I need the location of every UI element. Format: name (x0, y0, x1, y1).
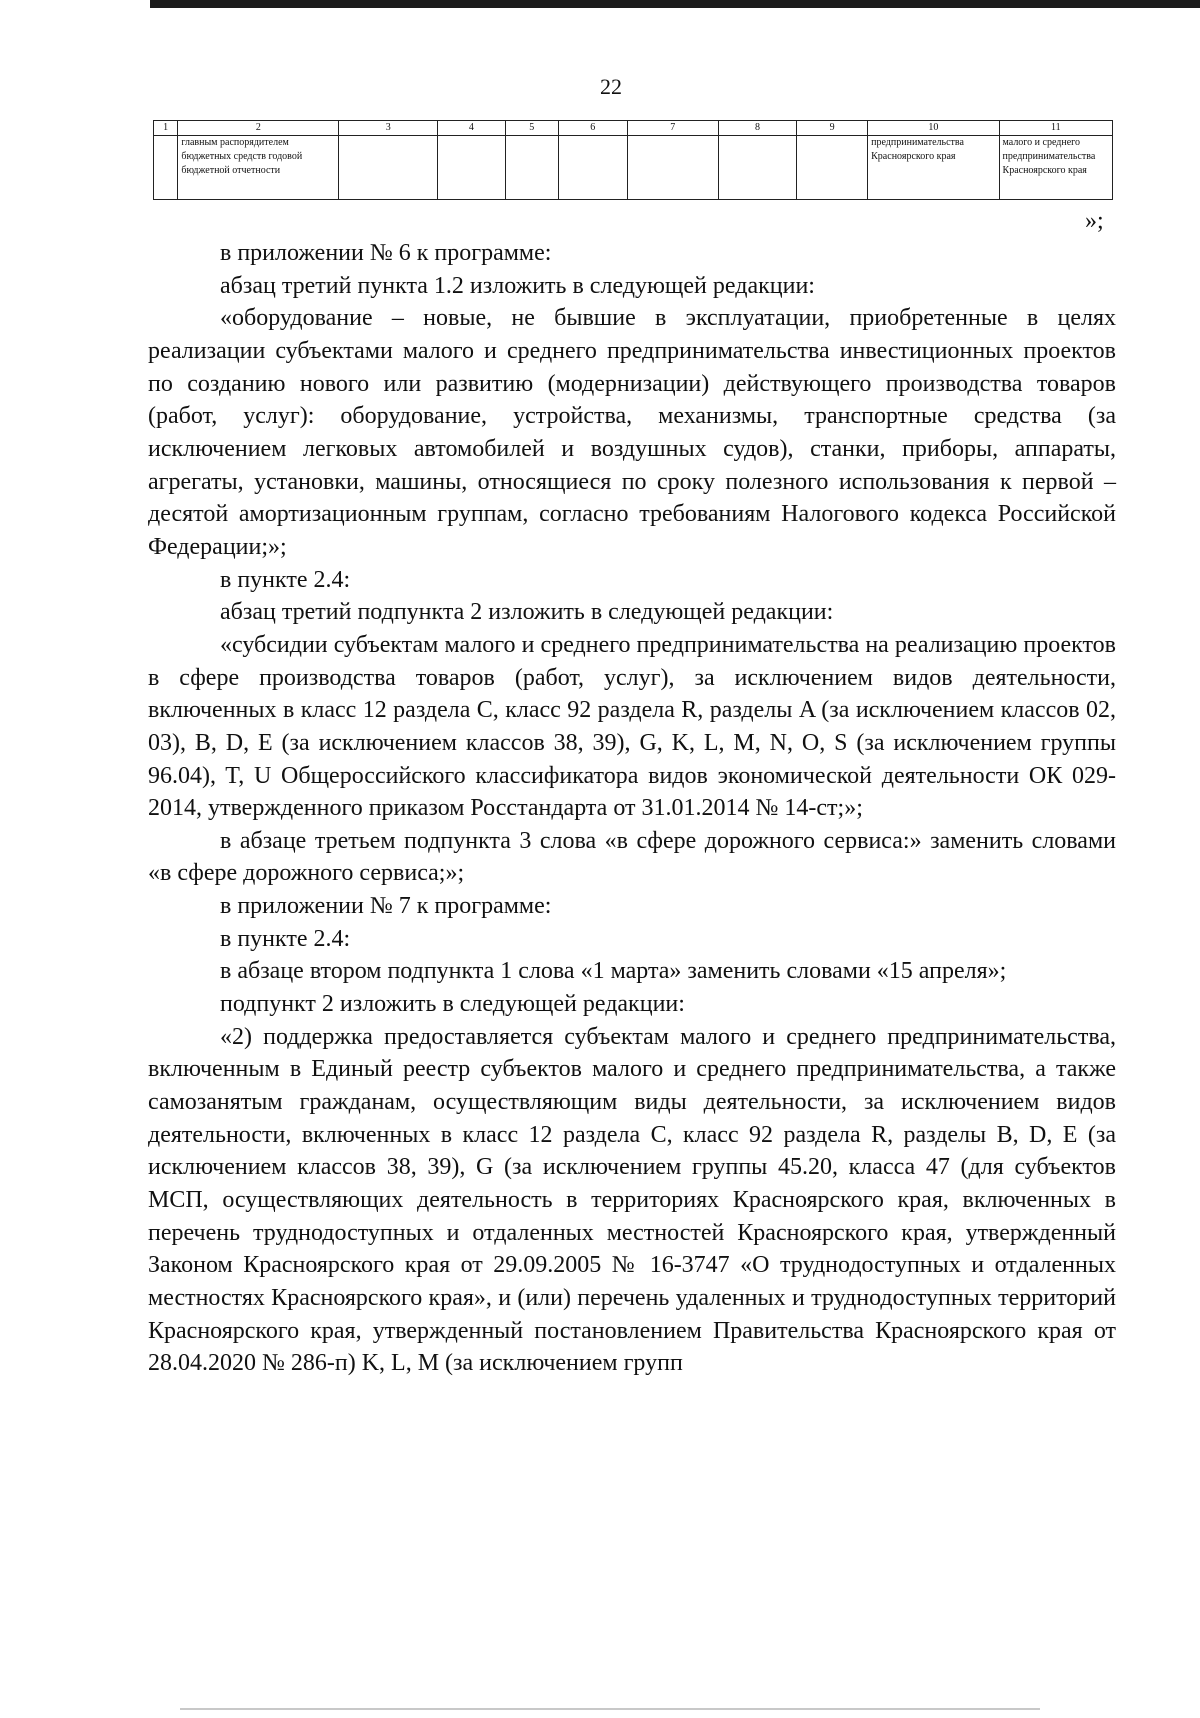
table-cell (339, 136, 438, 200)
table-cell (558, 136, 627, 200)
table-cell (154, 136, 178, 200)
table-header-cell: 1 (154, 121, 178, 136)
paragraph: в абзаце втором подпункта 1 слова «1 марта» заменить словами «15 апреля»; (220, 958, 1007, 985)
table-header-cell: 5 (505, 121, 558, 136)
table-cell (797, 136, 868, 200)
table-header-cell: 6 (558, 121, 627, 136)
table-header-cell: 7 (627, 121, 718, 136)
paragraph: «субсидии субъектам малого и среднего предпринимательства на реализацию проектов в сфере производства товаров (работ, услуг), за исключением видов деятельности, включенных в класс 12 раздела C, класс 92 раздела R, разделы A (за исключением классов 02, 03), B, D, E (за исключением классов 38, 39), G, K, L, M, N, O, S (за исключением группы 96.04), T, U Общероссийского классификатора видов экономической деятельности ОК 029-2014, утвержденного приказом Росстандарта от 31.01.2014 № 14-ст;»; (148, 631, 1116, 822)
closing-quote: »; (1085, 208, 1104, 234)
scan-bottom-border (180, 1708, 1040, 1710)
paragraph: в пункте 2.4: (220, 925, 351, 952)
table-header-cell: 3 (339, 121, 438, 136)
table-header-cell: 8 (718, 121, 796, 136)
table-header-cell: 10 (868, 121, 999, 136)
paragraph: в абзаце третьем подпункта 3 слова «в сфере дорожного сервиса:» заменить словами «в сфере дорожного сервиса;»; (148, 827, 1116, 887)
paragraph: в приложении № 7 к программе: (220, 893, 552, 920)
continuation-table (153, 120, 1113, 200)
table-cell (505, 136, 558, 200)
paragraph: в приложении № 6 к программе: (220, 240, 552, 266)
table-cell-col10: предпринимательства Красноярского края (868, 136, 999, 200)
table-header-cell: 2 (178, 121, 339, 136)
table-cell-col2: главным распорядителем бюджетных средств годовой бюджетной отчетности (178, 136, 339, 200)
page-number: 22 (600, 74, 622, 99)
paragraph: абзац третий пункта 1.2 изложить в следующей редакции: (220, 272, 815, 299)
table-cell (437, 136, 505, 200)
paragraph: абзац третий подпункта 2 изложить в следующей редакции: (220, 599, 834, 626)
table-cell (718, 136, 796, 200)
paragraph: в пункте 2.4: (220, 566, 351, 593)
document-body (148, 237, 1116, 1380)
table-cell-col11: малого и среднего предпринимательства Красноярского края (999, 136, 1112, 200)
paragraph: подпункт 2 изложить в следующей редакции: (220, 991, 685, 1018)
scan-top-border (150, 0, 1200, 8)
paragraph: «2) поддержка предоставляется субъектам малого и среднего предпринимательства, включенным в Единый реестр субъектов малого и среднего предпринимательства, а также самозанятым гражданам, осуществляющим виды деятельности, за исключением видов деятельности, включенных в класс 12 раздела C, класс 92 раздела R, разделы B, D, E (за исключением классов 38, 39), G (за исключением группы 45.20, класса 47 (для субъектов МСП, осуществляющих деятельность в территориях Красноярского края, включенных в перечень труднодоступных и отдаленных местностей Красноярского края, утвержденный Законом Красноярского края от 29.09.2005 № 16-3747 «О труднодоступных и отдаленных местностях Красноярского края», и (или) перечень удаленных и труднодоступных территорий Красноярского края, утвержденный постановлением Правительства Красноярского края от 28.04.2020 № 286-п) K, L, M (за исключением групп (148, 1023, 1116, 1377)
paragraph: «оборудование – новые, не бывшие в эксплуатации, приобретенные в целях реализации субъектами малого и среднего предпринимательства инвестиционных проектов по созданию нового или развитию (модернизации) действующего производства товаров (работ, услуг): оборудование, устройства, механизмы, транспортные средства (за исключением легковых автомобилей и воздушных судов), станки, приборы, аппараты, агрегаты, установки, машины, относящиеся по сроку полезного использования к первой – десятой амортизационным группам, согласно требованиям Налогового кодекса Российской Федерации;»; (148, 305, 1116, 560)
table-header-cell: 11 (999, 121, 1112, 136)
table-row (154, 136, 1113, 200)
table-header-cell: 4 (437, 121, 505, 136)
table-header-row (154, 121, 1113, 136)
table-cell (627, 136, 718, 200)
table-header-cell: 9 (797, 121, 868, 136)
